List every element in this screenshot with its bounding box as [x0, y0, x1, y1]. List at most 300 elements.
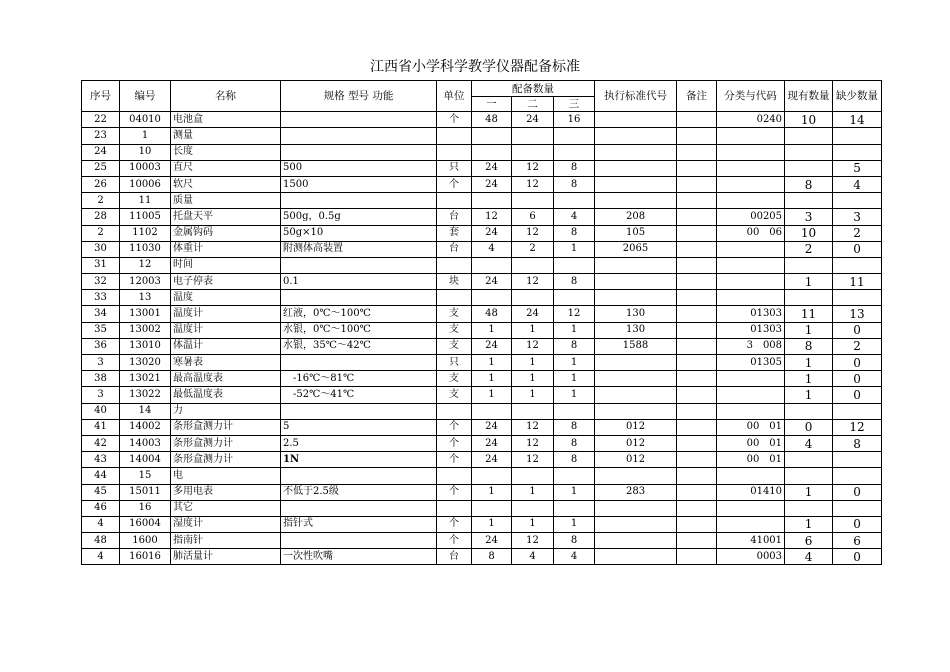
table-row — [82, 533, 882, 549]
cell-q3: 1 — [554, 387, 595, 403]
cell-q1: 1 — [472, 516, 512, 532]
cell-std: 012 — [595, 419, 677, 435]
cell-have: 6 — [785, 533, 833, 549]
cell-have — [785, 128, 833, 144]
cell-q1: 24 — [472, 419, 512, 435]
cell-std — [595, 371, 677, 387]
cell-std — [595, 355, 677, 371]
cell-unit: 个 — [437, 419, 472, 435]
cell-cls: 3 008 — [717, 338, 785, 354]
cell-q3: 4 — [554, 209, 595, 225]
cell-lack: 0 — [833, 484, 882, 500]
cell-code: 10006 — [120, 176, 171, 192]
header-unit: 单位 — [437, 81, 472, 112]
cell-q1 — [472, 128, 512, 144]
cell-note — [677, 274, 717, 290]
cell-spec: 2.5 — [281, 435, 437, 451]
table-row — [82, 387, 882, 403]
cell-have: 8 — [785, 176, 833, 192]
cell-unit: 个 — [437, 533, 472, 549]
cell-name: 条形盒测力计 — [171, 419, 281, 435]
cell-note — [677, 257, 717, 273]
cell-q3 — [554, 144, 595, 160]
cell-spec — [281, 355, 437, 371]
cell-code: 04010 — [120, 112, 171, 128]
cell-code: 13020 — [120, 355, 171, 371]
cell-note — [677, 387, 717, 403]
cell-q3: 8 — [554, 274, 595, 290]
table-row — [82, 516, 882, 532]
cell-spec — [281, 533, 437, 549]
cell-spec: 50g×10 — [281, 225, 437, 241]
cell-q3: 8 — [554, 435, 595, 451]
cell-spec — [281, 290, 437, 306]
cell-code: 11 — [120, 193, 171, 209]
cell-unit — [437, 468, 472, 484]
cell-q1: 24 — [472, 338, 512, 354]
cell-seq: 40 — [82, 403, 120, 419]
cell-std — [595, 128, 677, 144]
header-spec: 规格 型号 功能 — [281, 81, 437, 112]
cell-q1 — [472, 468, 512, 484]
cell-q2: 2 — [512, 241, 554, 257]
cell-std — [595, 144, 677, 160]
cell-code: 13022 — [120, 387, 171, 403]
cell-q1 — [472, 290, 512, 306]
cell-code: 14004 — [120, 452, 171, 468]
cell-std: 208 — [595, 209, 677, 225]
cell-q2 — [512, 128, 554, 144]
cell-unit: 套 — [437, 225, 472, 241]
cell-std — [595, 274, 677, 290]
cell-code: 13010 — [120, 338, 171, 354]
cell-unit: 台 — [437, 209, 472, 225]
cell-have: 1 — [785, 484, 833, 500]
header-seq: 序号 — [82, 81, 120, 112]
cell-cls: 00 01 — [717, 419, 785, 435]
cell-cls — [717, 257, 785, 273]
cell-lack: 0 — [833, 241, 882, 257]
table-row — [82, 241, 882, 257]
cell-unit: 支 — [437, 306, 472, 322]
table-row — [82, 355, 882, 371]
table-row — [82, 419, 882, 435]
cell-name: 电 — [171, 468, 281, 484]
cell-note — [677, 435, 717, 451]
cell-unit: 个 — [437, 516, 472, 532]
cell-name: 测量 — [171, 128, 281, 144]
cell-q1: 24 — [472, 533, 512, 549]
cell-note — [677, 355, 717, 371]
cell-note — [677, 500, 717, 516]
table-row — [82, 225, 882, 241]
cell-q2: 1 — [512, 322, 554, 338]
cell-seq: 4 — [82, 516, 120, 532]
cell-lack: 13 — [833, 306, 882, 322]
cell-unit — [437, 403, 472, 419]
header-name: 名称 — [171, 81, 281, 112]
cell-lack: 0 — [833, 387, 882, 403]
cell-q3: 4 — [554, 549, 595, 565]
cell-seq: 32 — [82, 274, 120, 290]
cell-std — [595, 290, 677, 306]
cell-lack — [833, 452, 882, 468]
cell-q2: 12 — [512, 225, 554, 241]
page-title: 江西省小学科学教学仪器配备标准 — [370, 59, 580, 75]
cell-spec: 红液，0℃～100℃ — [281, 306, 437, 322]
cell-unit: 支 — [437, 338, 472, 354]
table-row — [82, 193, 882, 209]
header-note: 备注 — [677, 81, 717, 112]
cell-q1: 48 — [472, 112, 512, 128]
cell-have: 1 — [785, 371, 833, 387]
cell-have — [785, 468, 833, 484]
table-row — [82, 112, 882, 128]
table-row — [82, 144, 882, 160]
header-have: 现有数量 — [785, 81, 833, 112]
cell-cls — [717, 144, 785, 160]
cell-lack: 4 — [833, 176, 882, 192]
cell-lack: 5 — [833, 160, 882, 176]
cell-have: 10 — [785, 225, 833, 241]
cell-name: 温度计 — [171, 306, 281, 322]
cell-have: 11 — [785, 306, 833, 322]
cell-q2 — [512, 403, 554, 419]
cell-q3: 8 — [554, 160, 595, 176]
cell-std — [595, 257, 677, 273]
cell-q3: 1 — [554, 484, 595, 500]
cell-note — [677, 241, 717, 257]
cell-code: 12 — [120, 257, 171, 273]
cell-cls — [717, 387, 785, 403]
cell-spec: 1500 — [281, 176, 437, 192]
cell-q2 — [512, 468, 554, 484]
cell-spec — [281, 144, 437, 160]
cell-lack: 2 — [833, 225, 882, 241]
cell-note — [677, 419, 717, 435]
cell-lack — [833, 144, 882, 160]
cell-q1: 8 — [472, 549, 512, 565]
cell-name: 长度 — [171, 144, 281, 160]
cell-q1: 1 — [472, 484, 512, 500]
table-row — [82, 500, 882, 516]
cell-have: 10 — [785, 112, 833, 128]
cell-spec: 指针式 — [281, 516, 437, 532]
cell-code: 14003 — [120, 435, 171, 451]
table-row — [82, 338, 882, 354]
cell-spec: 不低于2.5级 — [281, 484, 437, 500]
cell-lack: 2 — [833, 338, 882, 354]
table-body — [82, 112, 882, 565]
cell-q1: 1 — [472, 322, 512, 338]
cell-std: 283 — [595, 484, 677, 500]
cell-spec: 5 — [281, 419, 437, 435]
cell-name: 温度计 — [171, 322, 281, 338]
cell-name: 温度 — [171, 290, 281, 306]
cell-name: 力 — [171, 403, 281, 419]
cell-spec: 附测体高装置 — [281, 241, 437, 257]
table-row — [82, 290, 882, 306]
cell-lack: 0 — [833, 371, 882, 387]
cell-q2: 12 — [512, 338, 554, 354]
cell-q2: 4 — [512, 549, 554, 565]
cell-have — [785, 452, 833, 468]
cell-seq: 33 — [82, 290, 120, 306]
cell-std — [595, 549, 677, 565]
cell-q1: 24 — [472, 452, 512, 468]
cell-code: 15011 — [120, 484, 171, 500]
cell-note — [677, 290, 717, 306]
cell-seq: 44 — [82, 468, 120, 484]
cell-q2: 12 — [512, 533, 554, 549]
cell-have: 0 — [785, 419, 833, 435]
cell-cls — [717, 516, 785, 532]
cell-lack — [833, 128, 882, 144]
cell-seq: 4 — [82, 549, 120, 565]
cell-q3 — [554, 193, 595, 209]
cell-cls: 00 06 — [717, 225, 785, 241]
cell-lack — [833, 403, 882, 419]
cell-seq: 38 — [82, 371, 120, 387]
cell-q3: 8 — [554, 176, 595, 192]
cell-seq: 48 — [82, 533, 120, 549]
cell-q2: 12 — [512, 274, 554, 290]
cell-have — [785, 403, 833, 419]
cell-seq: 34 — [82, 306, 120, 322]
cell-q1 — [472, 257, 512, 273]
cell-have: 1 — [785, 387, 833, 403]
cell-q1 — [472, 403, 512, 419]
header-qty: 配备数量 — [472, 81, 595, 97]
cell-name: 多用电表 — [171, 484, 281, 500]
cell-unit — [437, 290, 472, 306]
cell-lack: 0 — [833, 322, 882, 338]
cell-spec: 一次性吹嘴 — [281, 549, 437, 565]
cell-q2 — [512, 193, 554, 209]
cell-seq: 30 — [82, 241, 120, 257]
cell-cls — [717, 290, 785, 306]
cell-seq: 26 — [82, 176, 120, 192]
cell-cls: 01410 — [717, 484, 785, 500]
cell-q3: 16 — [554, 112, 595, 128]
cell-unit: 支 — [437, 387, 472, 403]
cell-code: 12003 — [120, 274, 171, 290]
table-row — [82, 371, 882, 387]
table-row — [82, 257, 882, 273]
cell-q1: 48 — [472, 306, 512, 322]
cell-lack — [833, 193, 882, 209]
cell-cls: 41001 — [717, 533, 785, 549]
cell-seq: 3 — [82, 355, 120, 371]
cell-code: 15 — [120, 468, 171, 484]
header-q1: 一 — [472, 97, 512, 112]
table-row — [82, 403, 882, 419]
cell-q2: 12 — [512, 419, 554, 435]
cell-have — [785, 144, 833, 160]
cell-std — [595, 193, 677, 209]
cell-q1: 1 — [472, 371, 512, 387]
cell-spec: 0.1 — [281, 274, 437, 290]
cell-q2 — [512, 144, 554, 160]
cell-q1: 24 — [472, 274, 512, 290]
cell-cls: 00 01 — [717, 435, 785, 451]
cell-cls — [717, 176, 785, 192]
cell-code: 1102 — [120, 225, 171, 241]
cell-name: 电子停表 — [171, 274, 281, 290]
cell-seq: 2 — [82, 225, 120, 241]
cell-unit: 台 — [437, 549, 472, 565]
cell-lack — [833, 468, 882, 484]
cell-seq: 3 — [82, 387, 120, 403]
header-std: 执行标准代号 — [595, 81, 677, 112]
cell-q3 — [554, 257, 595, 273]
cell-seq: 2 — [82, 193, 120, 209]
cell-std — [595, 403, 677, 419]
cell-lack: 0 — [833, 355, 882, 371]
cell-name: 体温计 — [171, 338, 281, 354]
cell-name: 软尺 — [171, 176, 281, 192]
cell-spec — [281, 403, 437, 419]
cell-seq: 42 — [82, 435, 120, 451]
cell-note — [677, 225, 717, 241]
cell-q2: 1 — [512, 371, 554, 387]
cell-spec — [281, 468, 437, 484]
cell-spec: -52℃～41℃ — [281, 387, 437, 403]
cell-q2: 1 — [512, 484, 554, 500]
table-row — [82, 452, 882, 468]
cell-unit: 支 — [437, 322, 472, 338]
cell-code: 14002 — [120, 419, 171, 435]
cell-q3: 8 — [554, 533, 595, 549]
table-row — [82, 484, 882, 500]
cell-code: 16 — [120, 500, 171, 516]
cell-have: 1 — [785, 355, 833, 371]
cell-spec: 500 — [281, 160, 437, 176]
cell-code: 14 — [120, 403, 171, 419]
cell-seq: 28 — [82, 209, 120, 225]
cell-q1: 12 — [472, 209, 512, 225]
cell-code: 13021 — [120, 371, 171, 387]
cell-note — [677, 468, 717, 484]
cell-unit: 个 — [437, 435, 472, 451]
cell-q3 — [554, 500, 595, 516]
cell-note — [677, 322, 717, 338]
table-row — [82, 306, 882, 322]
cell-std — [595, 516, 677, 532]
cell-q1 — [472, 193, 512, 209]
cell-have: 4 — [785, 549, 833, 565]
cell-unit: 块 — [437, 274, 472, 290]
cell-lack: 6 — [833, 533, 882, 549]
cell-unit — [437, 193, 472, 209]
cell-q2: 12 — [512, 435, 554, 451]
cell-q2: 24 — [512, 306, 554, 322]
table-row — [82, 209, 882, 225]
cell-seq: 25 — [82, 160, 120, 176]
cell-have: 1 — [785, 322, 833, 338]
cell-name: 最低温度表 — [171, 387, 281, 403]
cell-std: 130 — [595, 322, 677, 338]
table-row — [82, 549, 882, 565]
cell-std — [595, 160, 677, 176]
cell-spec — [281, 193, 437, 209]
cell-have: 1 — [785, 274, 833, 290]
cell-cls — [717, 468, 785, 484]
cell-name: 金属钩码 — [171, 225, 281, 241]
cell-spec: 500g，0.5g — [281, 209, 437, 225]
cell-lack: 12 — [833, 419, 882, 435]
cell-name: 条形盒测力计 — [171, 452, 281, 468]
cell-unit: 个 — [437, 112, 472, 128]
cell-have — [785, 193, 833, 209]
cell-std — [595, 468, 677, 484]
cell-q2: 12 — [512, 452, 554, 468]
cell-unit: 个 — [437, 176, 472, 192]
cell-q1: 24 — [472, 435, 512, 451]
cell-std — [595, 533, 677, 549]
cell-unit — [437, 144, 472, 160]
cell-note — [677, 112, 717, 128]
cell-code: 13002 — [120, 322, 171, 338]
cell-name: 体重计 — [171, 241, 281, 257]
cell-lack: 0 — [833, 549, 882, 565]
cell-std — [595, 387, 677, 403]
cell-note — [677, 176, 717, 192]
cell-code: 16016 — [120, 549, 171, 565]
cell-name: 电池盒 — [171, 112, 281, 128]
cell-q3: 8 — [554, 452, 595, 468]
cell-seq: 23 — [82, 128, 120, 144]
header-code: 编号 — [120, 81, 171, 112]
cell-note — [677, 516, 717, 532]
cell-cls — [717, 371, 785, 387]
cell-unit — [437, 500, 472, 516]
cell-note — [677, 403, 717, 419]
cell-note — [677, 306, 717, 322]
cell-spec: -16℃～81℃ — [281, 371, 437, 387]
cell-note — [677, 209, 717, 225]
cell-code: 13001 — [120, 306, 171, 322]
cell-have: 1 — [785, 516, 833, 532]
cell-unit: 台 — [437, 241, 472, 257]
cell-name: 时间 — [171, 257, 281, 273]
cell-seq: 24 — [82, 144, 120, 160]
cell-spec — [281, 500, 437, 516]
cell-cls — [717, 403, 785, 419]
cell-name: 质量 — [171, 193, 281, 209]
header-lack: 缺少数量 — [833, 81, 882, 112]
cell-std: 130 — [595, 306, 677, 322]
cell-note — [677, 452, 717, 468]
table-row — [82, 274, 882, 290]
table-row — [82, 468, 882, 484]
cell-name: 肺活量计 — [171, 549, 281, 565]
header-q3: 三 — [554, 97, 595, 112]
cell-have: 3 — [785, 209, 833, 225]
cell-q3: 1 — [554, 322, 595, 338]
cell-seq: 41 — [82, 419, 120, 435]
cell-unit: 个 — [437, 484, 472, 500]
cell-name: 寒暑表 — [171, 355, 281, 371]
cell-cls: 0003 — [717, 549, 785, 565]
cell-unit: 个 — [437, 452, 472, 468]
cell-std: 105 — [595, 225, 677, 241]
cell-seq: 35 — [82, 322, 120, 338]
cell-name: 最高温度表 — [171, 371, 281, 387]
cell-q2: 1 — [512, 355, 554, 371]
cell-q1: 24 — [472, 160, 512, 176]
cell-q3: 1 — [554, 516, 595, 532]
